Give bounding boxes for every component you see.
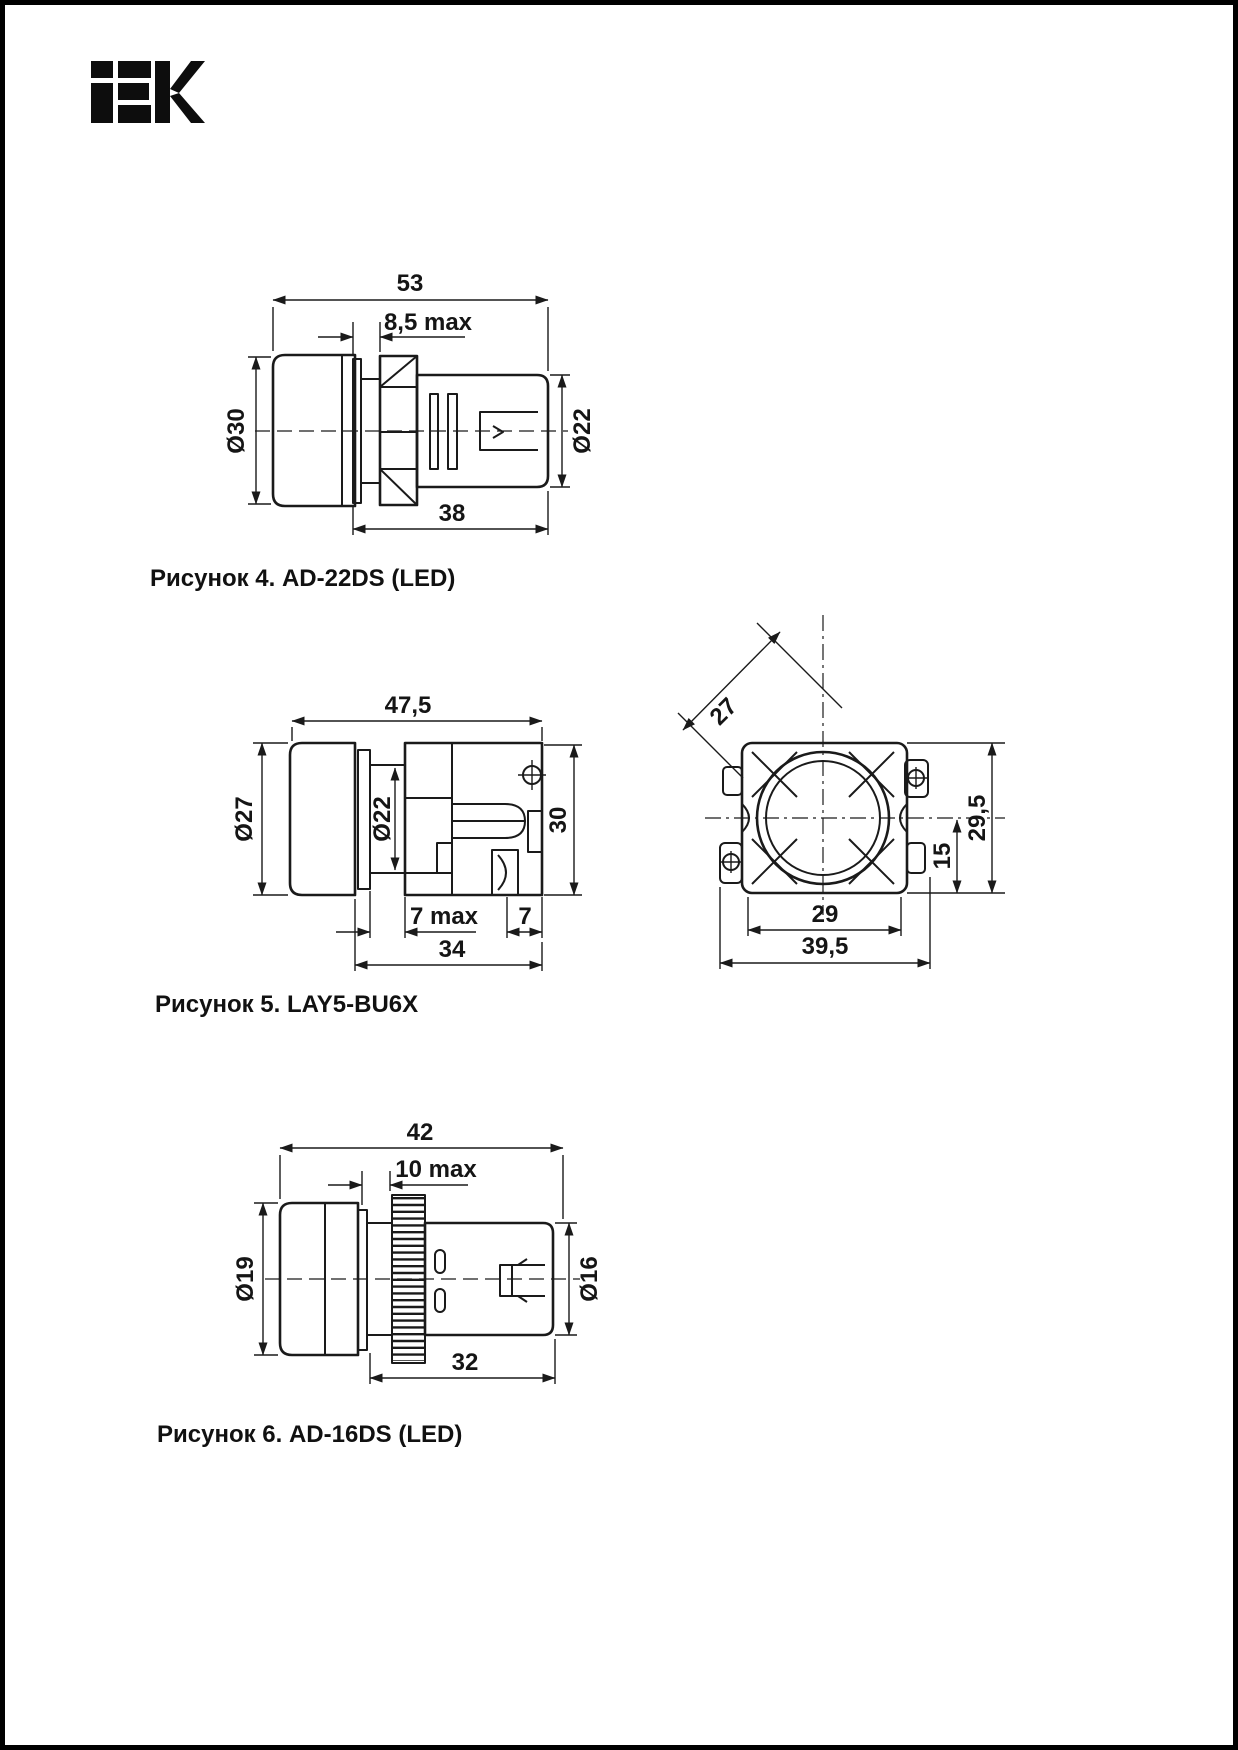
- dim-label: 47,5: [384, 692, 432, 719]
- dim-label: Ø27: [231, 796, 258, 842]
- figure-4-drawing: [190, 237, 596, 542]
- figure-4-caption: Рисунок 4. AD-22DS (LED): [150, 565, 456, 592]
- figure-6-drawing: [230, 1095, 610, 1395]
- terminal-barb: [493, 426, 503, 438]
- dim-label: Ø30: [223, 408, 250, 454]
- lens: [290, 743, 355, 895]
- dim-label: 8,5 max: [383, 309, 473, 336]
- dim-label: 29: [811, 901, 839, 928]
- vent-slot: [435, 1250, 445, 1273]
- dim-panel-thickness: [318, 309, 473, 355]
- logo-k-leg: [170, 93, 205, 123]
- figure-5-front-view: [605, 545, 1025, 980]
- lamp-socket: [437, 843, 452, 873]
- dim-label: 53: [396, 270, 424, 297]
- dim-body-diameter: [550, 375, 596, 487]
- dim-label: 32: [451, 1349, 479, 1376]
- logo-k-stem: [155, 61, 170, 123]
- corner-clip: [752, 839, 797, 884]
- dim-label: 7: [518, 903, 532, 930]
- dim-label: 15: [929, 842, 956, 870]
- logo-i-dot: [91, 61, 113, 78]
- dim-label: 34: [438, 936, 466, 963]
- side-tab: [528, 811, 542, 852]
- vent-slot: [435, 1289, 445, 1312]
- dim-label: Ø22: [569, 408, 596, 454]
- corner-clip: [849, 839, 894, 884]
- dim-terminal-depth: [507, 897, 542, 938]
- dim-lens-diameter: [231, 743, 288, 895]
- logo-k-arm: [170, 61, 205, 93]
- dim-label: 30: [545, 806, 572, 834]
- corner-clip: [849, 752, 894, 797]
- screw-cross: [720, 851, 742, 873]
- corner-tab: [723, 767, 742, 795]
- corner-clip: [752, 752, 797, 797]
- dim-overall-length: [292, 692, 542, 741]
- clamp-spring: [498, 855, 506, 890]
- knurled-nut: [392, 1195, 425, 1363]
- dim-label: 42: [406, 1119, 434, 1146]
- dim-hole-width: [748, 897, 901, 936]
- dim-mount-depth: [353, 491, 548, 535]
- dim-label: Ø16: [576, 1256, 603, 1302]
- logo-i-stem: [91, 83, 113, 123]
- dim-label: Ø19: [232, 1256, 259, 1302]
- dim-label: 27: [704, 692, 743, 731]
- figure-5-side-view: [230, 625, 595, 985]
- iek-logo: [91, 61, 205, 123]
- iek-logo-letters: [91, 61, 205, 123]
- dim-label: Ø22: [369, 796, 396, 842]
- dim-label: 38: [438, 500, 466, 527]
- contact-housing: [405, 743, 546, 895]
- dim-label: 10 max: [395, 1156, 477, 1183]
- dim-label: 29,5: [964, 794, 991, 842]
- dim-panel-thickness: [336, 891, 479, 938]
- dim-overall-height: [964, 743, 992, 893]
- dim-body-height: [544, 745, 582, 895]
- washer: [358, 1210, 367, 1350]
- figure-6-caption: Рисунок 6. AD-16DS (LED): [157, 1421, 463, 1448]
- logo-e-mid-bar: [118, 83, 149, 100]
- logo-e-top-bar: [118, 61, 151, 78]
- corner-tab: [907, 843, 925, 873]
- dim-label: 7 max: [409, 903, 479, 930]
- figure-5-caption: Рисунок 5. LAY5-BU6X: [155, 991, 419, 1018]
- dim-label: 39,5: [801, 933, 849, 960]
- logo-e-bottom-bar: [118, 105, 151, 123]
- dim-thread-diameter: [369, 768, 396, 870]
- dim-mount-depth: [370, 1339, 555, 1384]
- terminal-slot: [500, 1265, 545, 1296]
- dim-corner-diagonal: [678, 623, 842, 778]
